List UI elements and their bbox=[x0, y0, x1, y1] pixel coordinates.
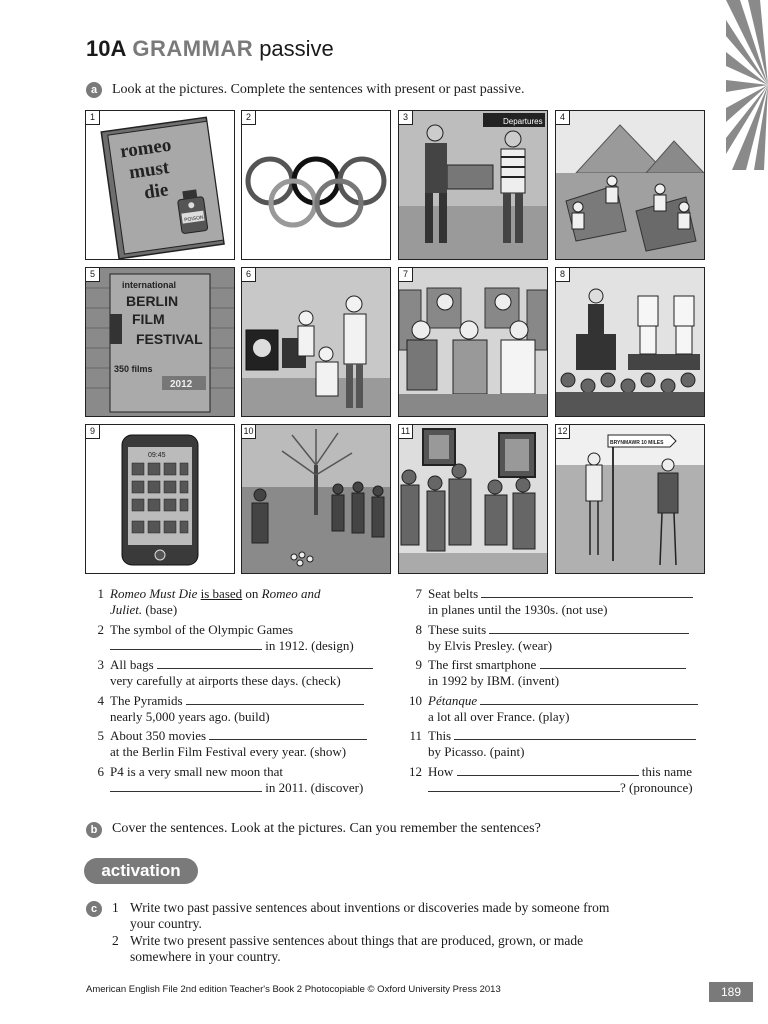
olympic-rings-icon bbox=[242, 111, 390, 259]
festival-line1: international bbox=[122, 280, 177, 290]
sentence-text: by Picasso. (paint) bbox=[428, 744, 525, 759]
answer-blank[interactable] bbox=[454, 728, 696, 740]
sentence-text: this name bbox=[641, 764, 692, 779]
grammar-topic: passive bbox=[259, 36, 334, 61]
panel-number: 4 bbox=[556, 111, 570, 125]
sentence-text: About 350 movies bbox=[110, 728, 207, 743]
page-number: 189 bbox=[709, 982, 753, 1002]
sentence-number: 3 bbox=[97, 657, 104, 672]
sentence-number: 1 bbox=[97, 586, 104, 601]
picture-panel-10 bbox=[241, 424, 391, 574]
answer-blank[interactable] bbox=[481, 586, 693, 598]
sentence-text: This bbox=[428, 728, 452, 743]
book-title-line1: romeo bbox=[118, 134, 173, 163]
sentence-text: P4 is a very small new moon that bbox=[110, 764, 283, 779]
panel-number: 6 bbox=[242, 268, 256, 282]
picture-panel-6 bbox=[241, 267, 391, 417]
panel-number: 9 bbox=[86, 425, 100, 439]
sentence-text: Seat belts bbox=[428, 586, 479, 601]
sentence-text: at the Berlin Film Festival every year. (show) bbox=[110, 744, 347, 759]
sentence-text: by Elvis Presley. (wear) bbox=[428, 638, 553, 653]
answer-blank[interactable] bbox=[110, 638, 262, 650]
sentence-number: 4 bbox=[97, 693, 104, 708]
answer-blank[interactable] bbox=[457, 764, 639, 776]
copyright-notice: Photocopiable © Oxford University Press 2013 bbox=[304, 984, 501, 995]
item-number: 2 bbox=[112, 933, 119, 948]
item-text: your country. bbox=[130, 916, 202, 931]
sentence-text: in 1992 by IBM. (invent) bbox=[428, 673, 560, 688]
road-sign: BRYNMAWR 10 MILES bbox=[610, 440, 664, 446]
panel-number: 5 bbox=[86, 268, 100, 282]
picture-panel-12 bbox=[555, 424, 705, 574]
exercise-c-badge: c bbox=[86, 901, 102, 917]
item-text: Write two past passive sentences about inventions or discoveries made by someone from bbox=[130, 900, 610, 915]
sentence-number: 6 bbox=[97, 764, 104, 779]
sentence-text: very carefully at airports these days. (check) bbox=[110, 673, 341, 688]
activation-label: activation bbox=[84, 858, 198, 884]
answer-blank[interactable] bbox=[209, 728, 367, 740]
exercise-a-instruction: Look at the pictures. Complete the sentences with present or past passive. bbox=[112, 82, 525, 97]
picture-panel-9 bbox=[85, 424, 235, 574]
play-title-end: Juliet. bbox=[110, 602, 143, 617]
sunburst-decoration bbox=[726, 0, 768, 170]
sentence-number: 8 bbox=[415, 622, 422, 637]
sentence-number: 12 bbox=[409, 764, 422, 779]
sentence-number: 5 bbox=[97, 728, 104, 743]
picture-panel-3 bbox=[398, 110, 548, 260]
item-text: Write two present passive sentences about things that are produced, grown, or made bbox=[130, 933, 584, 948]
sentence-text: The symbol of the Olympic Games bbox=[110, 622, 294, 637]
answer-blank[interactable] bbox=[480, 693, 698, 705]
sentence-text: a lot all over France. (play) bbox=[428, 709, 570, 724]
sentence-text: All bags bbox=[110, 657, 154, 672]
footer-credit bbox=[86, 984, 501, 995]
answer-blank[interactable] bbox=[186, 693, 364, 705]
festival-line3: FILM bbox=[132, 311, 165, 327]
item-number: 1 bbox=[112, 900, 119, 915]
play-title: Romeo and bbox=[261, 586, 321, 601]
answer-blank[interactable] bbox=[540, 657, 686, 669]
example-answer: is based bbox=[200, 586, 243, 601]
panel-number: 7 bbox=[399, 268, 413, 282]
festival-films: 350 films bbox=[114, 364, 153, 374]
sentence-number: 10 bbox=[409, 693, 422, 708]
book-title: Romeo Must Die bbox=[110, 586, 198, 601]
exercise-b-badge: b bbox=[86, 822, 102, 838]
picture-panel-8 bbox=[555, 267, 705, 417]
sentence-text: in 1912. (design) bbox=[265, 638, 354, 653]
panel-number: 10 bbox=[242, 425, 256, 439]
book-title-line2: must bbox=[127, 157, 171, 184]
answer-blank[interactable] bbox=[489, 622, 689, 634]
book-title-line3: die bbox=[142, 179, 170, 204]
sentence-text: in 2011. (discover) bbox=[265, 780, 364, 795]
festival-line4: FESTIVAL bbox=[136, 331, 203, 347]
panel-number: 8 bbox=[556, 268, 570, 282]
picture-panel-4 bbox=[555, 110, 705, 260]
sentence-text: ? (pronounce) bbox=[620, 780, 693, 795]
exercise-b-instruction: Cover the sentences. Look at the pictures. Can you remember the sentences? bbox=[112, 821, 541, 836]
festival-year: 2012 bbox=[170, 379, 193, 390]
item-text: somewhere in your country. bbox=[130, 949, 281, 964]
sentence-number: 11 bbox=[409, 728, 422, 743]
picture-panel-2 bbox=[241, 110, 391, 260]
book-title: American English File 2nd edition Teacher's Book 2 bbox=[86, 984, 303, 995]
exercise-a-badge: a bbox=[86, 82, 102, 98]
section-label: GRAMMAR bbox=[132, 36, 254, 61]
panel-number: 3 bbox=[399, 111, 413, 125]
panel-number: 11 bbox=[399, 425, 413, 439]
sentence-number: 2 bbox=[97, 622, 104, 637]
phone-time: 09:45 bbox=[148, 452, 166, 459]
page-title bbox=[86, 36, 334, 62]
answer-blank[interactable] bbox=[428, 780, 620, 792]
sentence-text: Pétanque bbox=[428, 693, 478, 708]
sentence-text: The first smartphone bbox=[428, 657, 537, 672]
festival-line2: BERLIN bbox=[126, 293, 179, 309]
sentence-text: These suits bbox=[428, 622, 487, 637]
picture-panel-7 bbox=[398, 267, 548, 417]
verb-hint: (base) bbox=[145, 602, 178, 617]
panel-number: 1 bbox=[86, 111, 100, 125]
sentence-number: 7 bbox=[415, 586, 422, 601]
sentence-number: 9 bbox=[415, 657, 422, 672]
answer-blank[interactable] bbox=[110, 780, 262, 792]
bottle-label: POISON bbox=[183, 214, 205, 224]
picture-panel-1 bbox=[85, 110, 235, 260]
airport-sign: Departures bbox=[503, 117, 543, 126]
answer-blank[interactable] bbox=[157, 657, 373, 669]
panel-number: 2 bbox=[242, 111, 256, 125]
lesson-code: 10A bbox=[86, 36, 127, 61]
picture-panel-11 bbox=[398, 424, 548, 574]
panel-number: 12 bbox=[556, 425, 570, 439]
sentence-text: in planes until the 1930s. (not use) bbox=[428, 602, 608, 617]
sentence-text: nearly 5,000 years ago. (build) bbox=[110, 709, 270, 724]
sentence-text: on bbox=[245, 586, 259, 601]
sentence-text: The Pyramids bbox=[110, 693, 183, 708]
sentence-text: How bbox=[428, 764, 454, 779]
picture-panel-5 bbox=[85, 267, 235, 417]
